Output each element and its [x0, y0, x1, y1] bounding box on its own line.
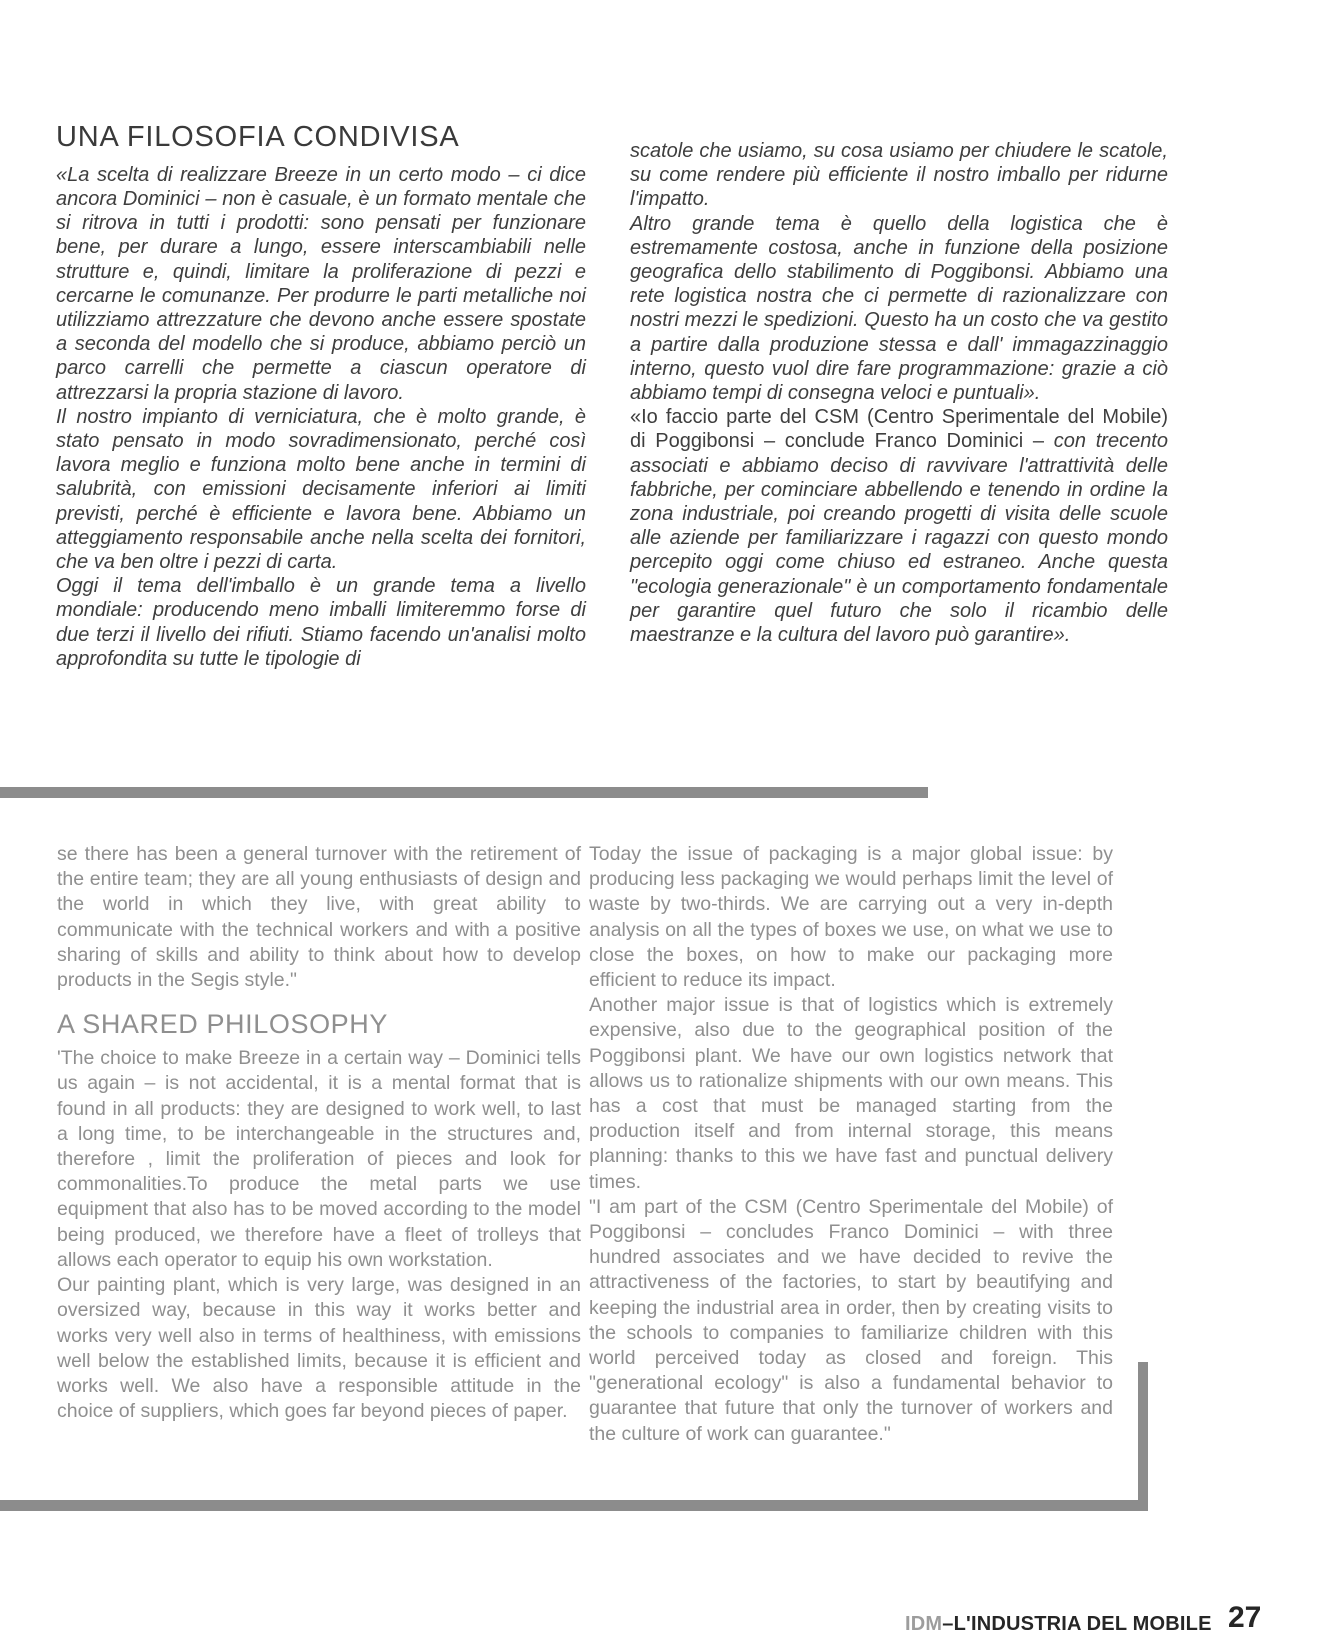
italian-paragraph: Oggi il tema dell'imballo è un grande tema a livello mondiale: producendo meno imballi limiteremmo forse di due terzi il livello dei rifiuti. Stiamo facendo un'analisi molto approfondita su tutte le tipologie di — [56, 575, 586, 670]
footer-magazine-title — [905, 1613, 1212, 1636]
italian-paragraph: «La scelta di realizzare Breeze in un certo modo – ci dice ancora Dominici – non è casuale, è un formato mentale che si ritrova in tutti i prodotti: sono pensati per funzionare bene, per durare a lungo, essere interscambiabili nelle strutture e, quindi, limitare la proliferazione di pezzi e cercarne le comunanze. Per produrre le parti metalliche noi utilizziamo attrezzature che devono anche essere spostate a seconda del modello che si produce, abbiamo perciò un parco carrelli che permette a ciascun operatore di attrezzarsi la propria stazione di lavoro. — [56, 163, 586, 404]
english-paragraph: se there has been a general turnover with the retirement of the entire team; they are all young enthusiasts of design and the world in which they live, with great ability to communicate with the technical workers and with a positive sharing of skills and ability to think about how to develop products in the Segis style." — [57, 843, 581, 992]
italian-paragraph: scatole che usiamo, su cosa usiamo per chiudere le scatole, su come rendere più efficiente il nostro imballo per ridurne l'impatto. — [630, 140, 1168, 211]
italian-left-column — [56, 120, 586, 671]
page-number: 27 — [1228, 1601, 1262, 1634]
italian-paragraph: Il nostro impianto di verniciatura, che è molto grande, è stato pensato in modo sovradimensionato, perché così lavora meglio e funziona molto bene anche in termini di salubrità, con emissioni decisamente inferiori ai limiti previsti, perché è efficiente e lavora bene. Abbiamo un atteggiamento responsabile anche nella scelta dei fornitori, che va ben oltre i pezzi di carta. — [56, 405, 586, 574]
italian-closing-paragraph — [630, 405, 1168, 647]
right-edge-bar — [1138, 1362, 1148, 1511]
footer-idm-prefix: IDM — [905, 1613, 943, 1635]
closing-quote-attribution: «Io faccio parte del CSM (Centro Sperimentale del Mobile) di Poggibonsi – conclude Franco Dominici – — [630, 406, 1168, 453]
italian-right-column — [630, 139, 1168, 647]
section-divider-bar — [0, 787, 928, 798]
english-left-column — [57, 842, 581, 1424]
italian-paragraph: Altro grande tema è quello della logistica che è estremamente costosa, anche in funzione della posizione geografica dello stabilimento di Poggibonsi. Abbiamo una rete logistica nostra che ci permette di razionalizzare con nostri mezzi le spedizioni. Questo ha un costo che va gestito a partire dalla produzione stessa e dall' immagazzinaggio interno, questo vuol dire fare programmazione: grazie a ciò abbiamo tempi di consegna veloci e puntuali». — [630, 212, 1168, 405]
footer-magazine-name: –L'INDUSTRIA DEL MOBILE — [942, 1613, 1212, 1635]
english-right-column — [589, 842, 1113, 1447]
bottom-rule — [0, 1500, 1148, 1511]
english-paragraph: 'The choice to make Breeze in a certain way – Dominici tells us again – is not accidental, it is a mental format that is found in all products: they are designed to work well, to last a long time, to be interchangeable in the structures and, therefore , limit the proliferation of pieces and look for commonalities.To produce the metal parts we use equipment that also has to be moved according to the model being produced, we therefore have a fleet of trolleys that allows each operator to equip his own workstation. — [57, 1047, 581, 1271]
english-paragraph: Today the issue of packaging is a major global issue: by producing less packaging we would perhaps limit the level of waste by two-thirds. We are carrying out a very in-depth analysis on all the types of boxes we use, on what we use to close the boxes, on how to make our packaging more efficient to reduce its impact. — [589, 843, 1113, 992]
italian-heading: UNA FILOSOFIA CONDIVISA — [56, 121, 460, 153]
english-paragraph: "I am part of the CSM (Centro Sperimentale del Mobile) of Poggibonsi – concludes Franco Dominici – with three hundred associates and we have decided to revive the attractiveness of the factories, to start by beautifying and keeping the industrial area in order, then by creating visits to the schools to companies to familiarize children with this world perceived today as closed and foreign. This "generational ecology" is also a fundamental behavior to guarantee that future that only the turnover of workers and the culture of work can guarantee." — [589, 1195, 1113, 1445]
english-paragraph: Our painting plant, which is very large, was designed in an oversized way, because in this way it works better and works very well also in terms of healthiness, with emissions well below the established limits, because it is efficient and works well. We also have a responsible attitude in the choice of suppliers, which goes far beyond pieces of paper. — [57, 1274, 581, 1423]
english-paragraph: Another major issue is that of logistics which is extremely expensive, also due to the geographical position of the Poggibonsi plant. We have our own logistics network that allows us to rationalize shipments with our own means. This has a cost that must be managed starting from the production itself and from internal storage, this means planning: thanks to this we have fast and punctual delivery times. — [589, 994, 1113, 1193]
closing-quote-body: con trecento associati e abbiamo deciso di ravvivare l'attrattività delle fabbriche, per cominciare abbellendo e tenendo in ordine la zona industriale, poi creando progetti di visita delle scuole alle aziende per familiarizzare i ragazzi con questo mondo percepito oggi come chiuso ed estraneo. Anche questa "ecologia generazionale" è un comportamento fondamentale per garantire quel futuro che solo il ricambio delle maestranze e la cultura del lavoro può garantire». — [630, 430, 1168, 647]
english-heading: A SHARED PHILOSOPHY — [57, 1009, 388, 1040]
